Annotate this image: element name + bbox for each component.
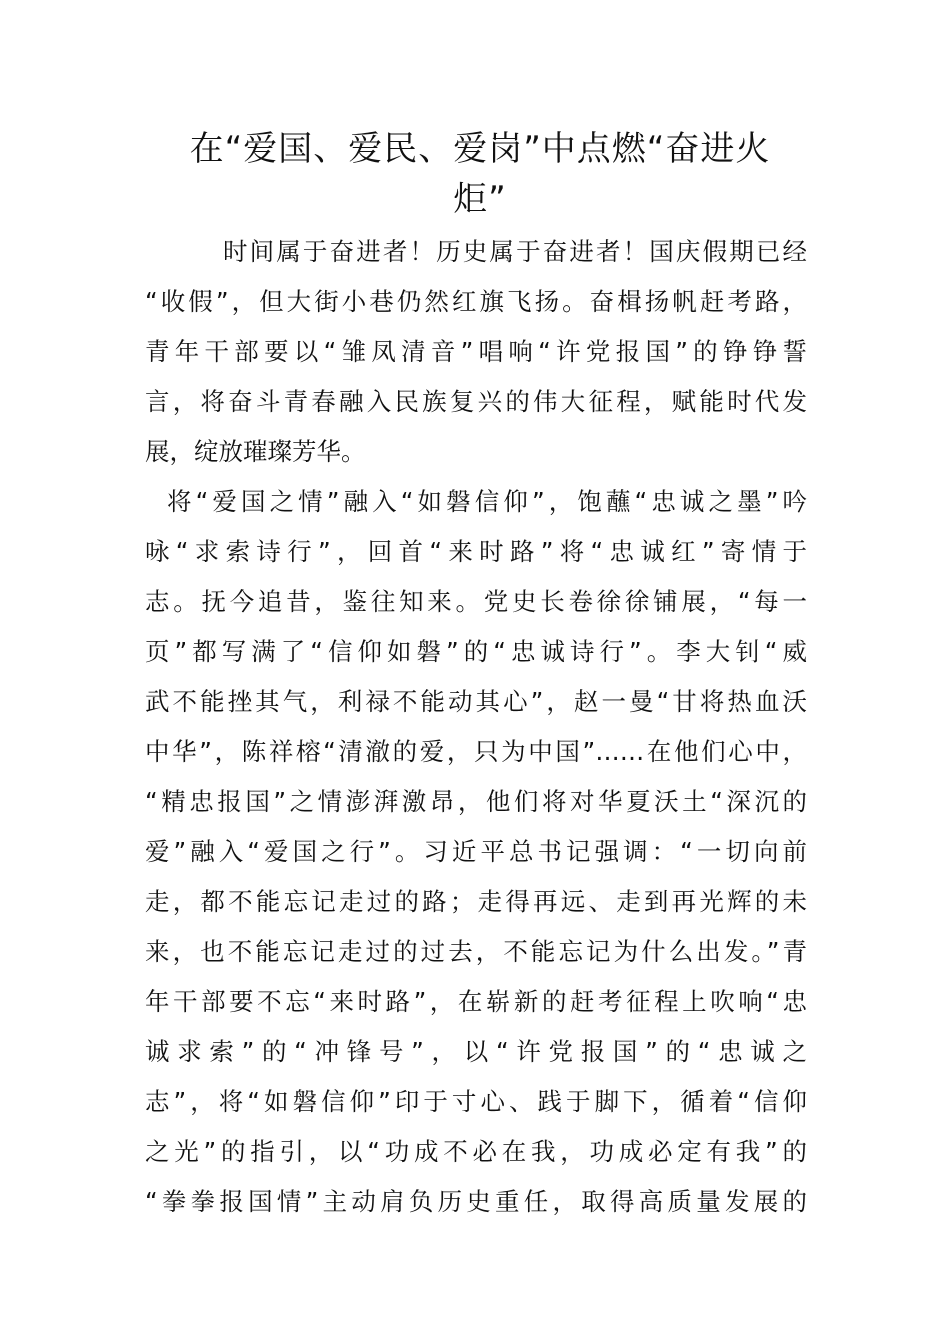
text-line: 爱”融入“爱国之行”。习近平总书记强调：“一切向前 [145, 837, 807, 866]
document-title [150, 124, 810, 224]
text-line: 年干部要不忘“来时路”，在崭新的赶考征程上吹响“忠 [145, 987, 807, 1016]
title-line-2: 炬” [453, 179, 507, 219]
text-line: 言，将奋斗青春融入民族复兴的伟大征程，赋能时代发 [145, 387, 807, 416]
title-line-1: 在“爱国、爱民、爱岗”中点燃“奋进火 [189, 129, 771, 169]
text-line: 中华”，陈祥榕“清澈的爱，只为中国”……在他们心中， [145, 737, 807, 766]
text-line: 之光”的指引，以“功成不必在我，功成必定有我”的 [145, 1137, 807, 1166]
text-line: 走，都不能忘记走过的路；走得再远、走到再光辉的未 [145, 887, 807, 916]
text-line: 青年干部要以“雏凤清音”唱响“许党报国”的铮铮誓 [145, 337, 807, 366]
text-line: 将“爱国之情”融入“如磐信仰”，饱蘸“忠诚之墨”吟 [167, 487, 807, 516]
text-line: “拳拳报国情”主动肩负历史重任，取得高质量发展的 [145, 1187, 807, 1216]
document-body [145, 227, 807, 1227]
text-line: 来，也不能忘记走过的过去，不能忘记为什么出发。”青 [145, 937, 807, 966]
text-line: “收假”，但大街小巷仍然红旗飞扬。奋楫扬帆赶考路， [145, 287, 807, 316]
text-line: 武不能挫其气，利禄不能动其心”，赵一曼“甘将热血沃 [145, 687, 807, 716]
text-line: “精忠报国”之情澎湃激昂，他们将对华夏沃土“深沉的 [145, 787, 807, 816]
text-line: 诚求索”的“冲锋号”，以“许党报国”的“忠诚之 [145, 1037, 807, 1066]
text-line: 咏“求索诗行”，回首“来时路”将“忠诚红”寄情于 [145, 537, 807, 566]
paragraph-2 [145, 477, 807, 1227]
text-line: 展，绽放璀璨芳华。 [145, 437, 366, 466]
text-line: 志。抚今追昔，鉴往知来。党史长卷徐徐铺展，“每一 [145, 587, 807, 616]
text-line: 时间属于奋进者！历史属于奋进者！国庆假期已经 [223, 237, 807, 266]
text-line: 志”，将“如磐信仰”印于寸心、践于脚下，循着“信仰 [145, 1087, 807, 1116]
paragraph-1 [145, 227, 807, 477]
text-line: 页”都写满了“信仰如磐”的“忠诚诗行”。李大钊“威 [145, 637, 807, 666]
